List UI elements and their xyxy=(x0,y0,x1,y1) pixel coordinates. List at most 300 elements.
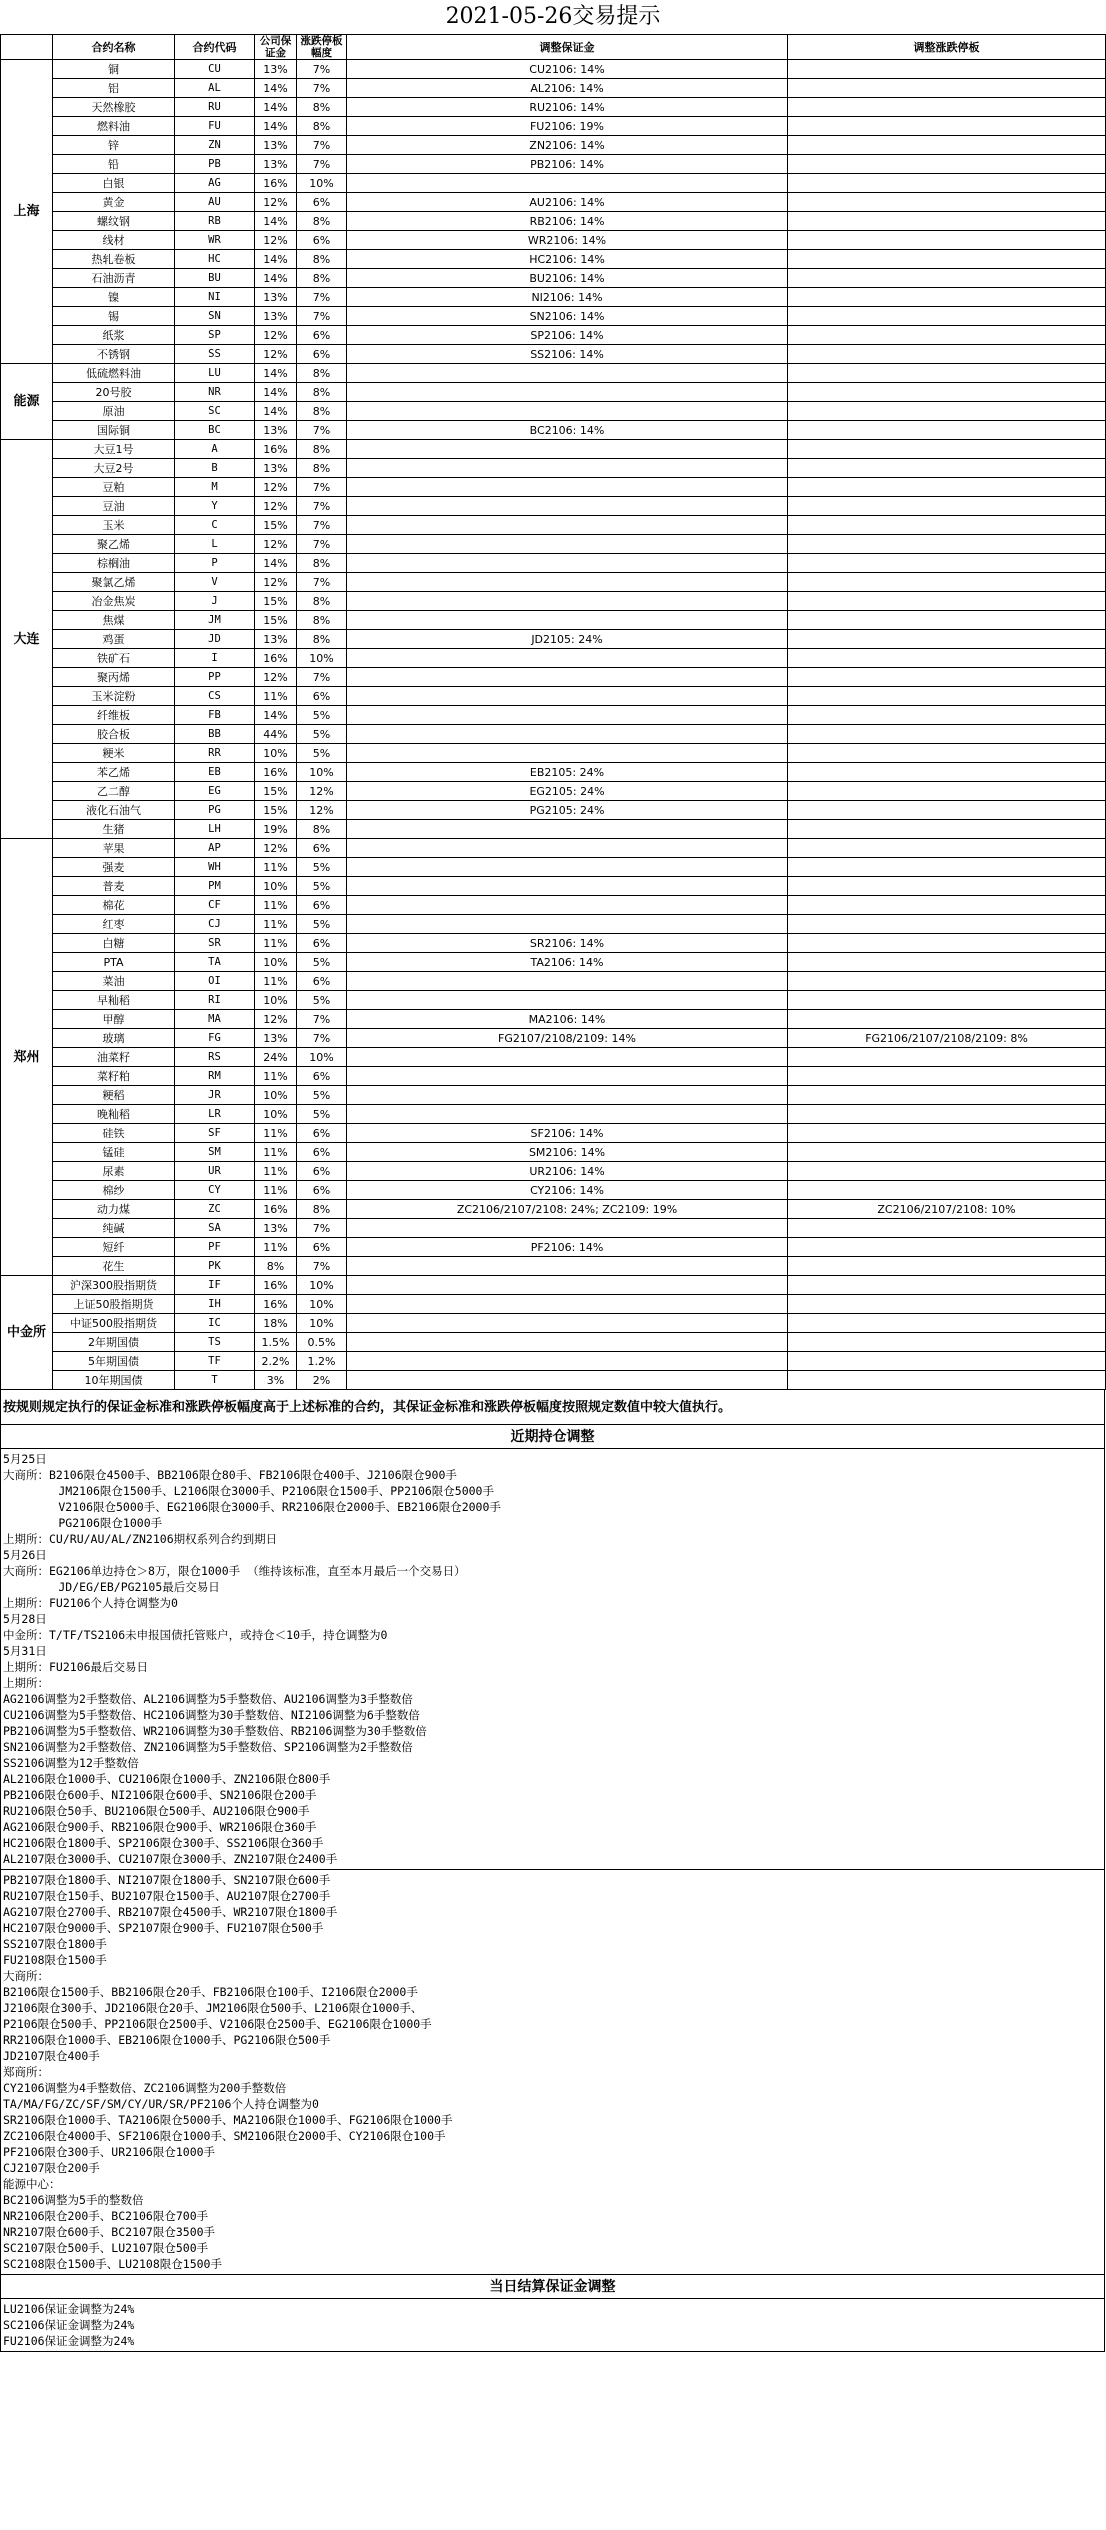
notice-line: CJ2107限仓200手 xyxy=(3,2161,100,2175)
table-row xyxy=(1,1371,1106,1390)
limit-range-cell: 8% xyxy=(297,1200,347,1219)
company-margin-cell: 13% xyxy=(255,307,297,326)
position-section-title: 近期持仓调整 xyxy=(0,1425,1105,1449)
notice-line: 上期所： xyxy=(3,1676,49,1690)
table-row xyxy=(1,687,1106,706)
table-row xyxy=(1,896,1106,915)
adjust-margin-cell xyxy=(347,839,788,858)
contract-code-cell: BC xyxy=(175,421,255,440)
adjust-margin-cell: AU2106: 14% xyxy=(347,193,788,212)
table-row xyxy=(1,820,1106,839)
adjust-margin-cell xyxy=(347,1371,788,1390)
header-adjust-margin: 调整保证金 xyxy=(347,35,788,60)
contract-code-cell: T xyxy=(175,1371,255,1390)
limit-range-cell: 7% xyxy=(297,60,347,79)
adjust-limit-cell xyxy=(788,1352,1106,1371)
notice-line: 5月31日 xyxy=(3,1644,47,1658)
contract-name-cell: 热轧卷板 xyxy=(53,250,175,269)
limit-range-cell: 6% xyxy=(297,896,347,915)
notice-line: PG2106限仓1000手 xyxy=(3,1516,163,1530)
adjust-margin-cell xyxy=(347,915,788,934)
limit-range-cell: 0.5% xyxy=(297,1333,347,1352)
contract-name-cell: 镍 xyxy=(53,288,175,307)
limit-range-cell: 8% xyxy=(297,269,347,288)
contract-name-cell: 石油沥青 xyxy=(53,269,175,288)
settlement-adjust-block xyxy=(0,2299,1105,2352)
adjust-margin-cell xyxy=(347,706,788,725)
notice-line: 大商所： xyxy=(3,1969,49,1983)
notice-line: 郑商所： xyxy=(3,2065,49,2079)
table-row xyxy=(1,60,1106,79)
exchange-group-label: 郑州 xyxy=(1,839,53,1276)
adjust-margin-cell xyxy=(347,972,788,991)
adjust-margin-cell xyxy=(347,1352,788,1371)
contract-code-cell: BB xyxy=(175,725,255,744)
limit-range-cell: 8% xyxy=(297,611,347,630)
limit-range-cell: 12% xyxy=(297,782,347,801)
table-row xyxy=(1,801,1106,820)
contract-code-cell: SP xyxy=(175,326,255,345)
table-row xyxy=(1,535,1106,554)
adjust-margin-cell xyxy=(347,1257,788,1276)
table-row xyxy=(1,459,1106,478)
contract-name-cell: 焦煤 xyxy=(53,611,175,630)
contract-name-cell: 乙二醇 xyxy=(53,782,175,801)
limit-range-cell: 5% xyxy=(297,1086,347,1105)
notice-line: 5月25日 xyxy=(3,1452,47,1466)
limit-range-cell: 6% xyxy=(297,972,347,991)
limit-range-cell: 5% xyxy=(297,706,347,725)
company-margin-cell: 19% xyxy=(255,820,297,839)
contract-code-cell: IF xyxy=(175,1276,255,1295)
limit-range-cell: 8% xyxy=(297,630,347,649)
notice-line: AL2106限仓1000手、CU2106限仓1000手、ZN2106限仓800手 xyxy=(3,1772,331,1786)
contract-code-cell: SR xyxy=(175,934,255,953)
adjust-margin-cell: RU2106: 14% xyxy=(347,98,788,117)
rule-note: 按规则规定执行的保证金标准和涨跌停板幅度高于上述标准的合约，其保证金标准和涨跌停板幅度按照规定数值中较大值执行。 xyxy=(0,1390,1105,1425)
table-header-row xyxy=(1,35,1106,60)
notice-line: SC2106保证金调整为24% xyxy=(3,2318,135,2332)
limit-range-cell: 8% xyxy=(297,592,347,611)
contract-name-cell: 红枣 xyxy=(53,915,175,934)
contract-code-cell: AU xyxy=(175,193,255,212)
adjust-margin-cell: UR2106: 14% xyxy=(347,1162,788,1181)
adjust-margin-cell xyxy=(347,1295,788,1314)
contract-code-cell: WH xyxy=(175,858,255,877)
limit-range-cell: 5% xyxy=(297,858,347,877)
contract-name-cell: 甲醇 xyxy=(53,1010,175,1029)
contract-name-cell: 铜 xyxy=(53,60,175,79)
adjust-margin-cell: SR2106: 14% xyxy=(347,934,788,953)
limit-range-cell: 8% xyxy=(297,117,347,136)
header-limit: 涨跌停板幅度 xyxy=(297,35,347,60)
company-margin-cell: 16% xyxy=(255,649,297,668)
company-margin-cell: 15% xyxy=(255,782,297,801)
contract-name-cell: 冶金焦炭 xyxy=(53,592,175,611)
contract-name-cell: 短纤 xyxy=(53,1238,175,1257)
limit-range-cell: 7% xyxy=(297,497,347,516)
adjust-limit-cell xyxy=(788,820,1106,839)
adjust-limit-cell xyxy=(788,972,1106,991)
limit-range-cell: 7% xyxy=(297,668,347,687)
table-row xyxy=(1,1162,1106,1181)
contract-code-cell: PG xyxy=(175,801,255,820)
adjust-limit-cell xyxy=(788,345,1106,364)
table-row xyxy=(1,1048,1106,1067)
limit-range-cell: 8% xyxy=(297,364,347,383)
notice-line: AL2107限仓3000手、CU2107限仓3000手、ZN2107限仓2400手 xyxy=(3,1852,338,1866)
notice-line: PF2106限仓300手、UR2106限仓1000手 xyxy=(3,2145,216,2159)
contract-name-cell: 棉花 xyxy=(53,896,175,915)
contract-code-cell: MA xyxy=(175,1010,255,1029)
contract-name-cell: 锡 xyxy=(53,307,175,326)
company-margin-cell: 14% xyxy=(255,706,297,725)
limit-range-cell: 6% xyxy=(297,1143,347,1162)
limit-range-cell: 7% xyxy=(297,1029,347,1048)
contract-code-cell: SF xyxy=(175,1124,255,1143)
company-margin-cell: 11% xyxy=(255,1067,297,1086)
adjust-margin-cell: EG2105: 24% xyxy=(347,782,788,801)
company-margin-cell: 44% xyxy=(255,725,297,744)
company-margin-cell: 14% xyxy=(255,250,297,269)
contract-name-cell: 大豆1号 xyxy=(53,440,175,459)
contract-code-cell: AP xyxy=(175,839,255,858)
limit-range-cell: 8% xyxy=(297,402,347,421)
table-row xyxy=(1,98,1106,117)
company-margin-cell: 13% xyxy=(255,1029,297,1048)
contract-name-cell: 国际铜 xyxy=(53,421,175,440)
company-margin-cell: 11% xyxy=(255,1124,297,1143)
limit-range-cell: 8% xyxy=(297,440,347,459)
notice-line: LU2106保证金调整为24% xyxy=(3,2302,135,2316)
adjust-margin-cell xyxy=(347,1048,788,1067)
limit-range-cell: 6% xyxy=(297,1238,347,1257)
adjust-limit-cell xyxy=(788,611,1106,630)
notice-line: BC2106调整为5手的整数倍 xyxy=(3,2193,144,2207)
contract-name-cell: 铅 xyxy=(53,155,175,174)
adjust-limit-cell xyxy=(788,1314,1106,1333)
adjust-margin-cell xyxy=(347,497,788,516)
company-margin-cell: 14% xyxy=(255,402,297,421)
contract-name-cell: 线材 xyxy=(53,231,175,250)
contract-code-cell: EG xyxy=(175,782,255,801)
margin-table xyxy=(0,34,1106,1390)
contract-code-cell: B xyxy=(175,459,255,478)
contract-code-cell: WR xyxy=(175,231,255,250)
adjust-margin-cell xyxy=(347,687,788,706)
limit-range-cell: 5% xyxy=(297,953,347,972)
table-row xyxy=(1,1352,1106,1371)
company-margin-cell: 14% xyxy=(255,79,297,98)
company-margin-cell: 11% xyxy=(255,1238,297,1257)
exchange-group-label: 能源 xyxy=(1,364,53,440)
limit-range-cell: 6% xyxy=(297,193,347,212)
company-margin-cell: 10% xyxy=(255,744,297,763)
contract-code-cell: CU xyxy=(175,60,255,79)
exchange-group-label: 上海 xyxy=(1,60,53,364)
table-row xyxy=(1,630,1106,649)
company-margin-cell: 16% xyxy=(255,1276,297,1295)
contract-code-cell: RM xyxy=(175,1067,255,1086)
table-row xyxy=(1,155,1106,174)
limit-range-cell: 7% xyxy=(297,516,347,535)
notice-line: V2106限仓5000手、EG2106限仓3000手、RR2106限仓2000手、EB2106限仓2000手 xyxy=(3,1500,501,1514)
contract-code-cell: IH xyxy=(175,1295,255,1314)
header-margin: 公司保证金 xyxy=(255,35,297,60)
limit-range-cell: 7% xyxy=(297,478,347,497)
adjust-limit-cell xyxy=(788,459,1106,478)
adjust-limit-cell: FG2106/2107/2108/2109: 8% xyxy=(788,1029,1106,1048)
adjust-limit-cell xyxy=(788,326,1106,345)
company-margin-cell: 14% xyxy=(255,383,297,402)
contract-code-cell: SM xyxy=(175,1143,255,1162)
notice-line: 能源中心： xyxy=(3,2177,61,2191)
contract-code-cell: TF xyxy=(175,1352,255,1371)
contract-code-cell: NR xyxy=(175,383,255,402)
table-row xyxy=(1,1067,1106,1086)
company-margin-cell: 14% xyxy=(255,117,297,136)
adjust-limit-cell xyxy=(788,934,1106,953)
limit-range-cell: 10% xyxy=(297,1048,347,1067)
table-row xyxy=(1,1333,1106,1352)
table-row xyxy=(1,1124,1106,1143)
table-row xyxy=(1,1010,1106,1029)
company-margin-cell: 15% xyxy=(255,801,297,820)
company-margin-cell: 10% xyxy=(255,1105,297,1124)
contract-name-cell: 油菜籽 xyxy=(53,1048,175,1067)
contract-name-cell: 玉米淀粉 xyxy=(53,687,175,706)
adjust-limit-cell xyxy=(788,1371,1106,1390)
table-row xyxy=(1,421,1106,440)
adjust-margin-cell: AL2106: 14% xyxy=(347,79,788,98)
contract-code-cell: LR xyxy=(175,1105,255,1124)
adjust-margin-cell xyxy=(347,1333,788,1352)
adjust-margin-cell xyxy=(347,364,788,383)
adjust-limit-cell xyxy=(788,212,1106,231)
adjust-margin-cell xyxy=(347,668,788,687)
notice-line: 大商所：B2106限仓4500手、BB2106限仓80手、FB2106限仓400手、J2106限仓900手 xyxy=(3,1468,457,1482)
adjust-limit-cell xyxy=(788,79,1106,98)
adjust-limit-cell xyxy=(788,763,1106,782)
adjust-margin-cell xyxy=(347,1067,788,1086)
contract-code-cell: L xyxy=(175,535,255,554)
contract-code-cell: JR xyxy=(175,1086,255,1105)
adjust-limit-cell xyxy=(788,174,1106,193)
table-row xyxy=(1,79,1106,98)
adjust-limit-cell xyxy=(788,136,1106,155)
table-row xyxy=(1,782,1106,801)
adjust-margin-cell: PB2106: 14% xyxy=(347,155,788,174)
adjust-limit-cell xyxy=(788,1295,1106,1314)
adjust-margin-cell: SS2106: 14% xyxy=(347,345,788,364)
table-row xyxy=(1,839,1106,858)
adjust-margin-cell xyxy=(347,1314,788,1333)
notice-line: JD2107限仓400手 xyxy=(3,2049,100,2063)
adjust-limit-cell xyxy=(788,1086,1106,1105)
table-row xyxy=(1,478,1106,497)
contract-code-cell: M xyxy=(175,478,255,497)
adjust-margin-cell: HC2106: 14% xyxy=(347,250,788,269)
limit-range-cell: 7% xyxy=(297,136,347,155)
company-margin-cell: 13% xyxy=(255,288,297,307)
contract-code-cell: J xyxy=(175,592,255,611)
limit-range-cell: 7% xyxy=(297,1219,347,1238)
adjust-margin-cell xyxy=(347,573,788,592)
adjust-limit-cell xyxy=(788,896,1106,915)
company-margin-cell: 10% xyxy=(255,991,297,1010)
limit-range-cell: 5% xyxy=(297,725,347,744)
adjust-margin-cell: SP2106: 14% xyxy=(347,326,788,345)
table-row xyxy=(1,877,1106,896)
table-row xyxy=(1,1143,1106,1162)
limit-range-cell: 5% xyxy=(297,877,347,896)
adjust-limit-cell xyxy=(788,421,1106,440)
limit-range-cell: 8% xyxy=(297,459,347,478)
adjust-margin-cell xyxy=(347,744,788,763)
notice-line: NR2106限仓200手、BC2106限仓700手 xyxy=(3,2209,209,2223)
contract-name-cell: 天然橡胶 xyxy=(53,98,175,117)
adjust-limit-cell xyxy=(788,1010,1106,1029)
table-row xyxy=(1,326,1106,345)
table-row xyxy=(1,193,1106,212)
table-row xyxy=(1,763,1106,782)
table-row xyxy=(1,972,1106,991)
header-exchange xyxy=(1,35,53,60)
contract-name-cell: 棕榈油 xyxy=(53,554,175,573)
company-margin-cell: 16% xyxy=(255,1200,297,1219)
limit-range-cell: 8% xyxy=(297,250,347,269)
exchange-group-label: 中金所 xyxy=(1,1276,53,1390)
company-margin-cell: 1.5% xyxy=(255,1333,297,1352)
company-margin-cell: 11% xyxy=(255,1143,297,1162)
table-row xyxy=(1,725,1106,744)
contract-code-cell: SC xyxy=(175,402,255,421)
adjust-limit-cell xyxy=(788,725,1106,744)
table-row xyxy=(1,1105,1106,1124)
contract-code-cell: LU xyxy=(175,364,255,383)
contract-name-cell: 锌 xyxy=(53,136,175,155)
contract-name-cell: 不锈钢 xyxy=(53,345,175,364)
contract-name-cell: 燃料油 xyxy=(53,117,175,136)
adjust-limit-cell xyxy=(788,801,1106,820)
limit-range-cell: 6% xyxy=(297,1181,347,1200)
contract-code-cell: AG xyxy=(175,174,255,193)
header-adjust-limit: 调整涨跌停板 xyxy=(788,35,1106,60)
contract-name-cell: 硅铁 xyxy=(53,1124,175,1143)
notice-line: TA/MA/FG/ZC/SF/SM/CY/UR/SR/PF2106个人持仓调整为0 xyxy=(3,2097,319,2111)
company-margin-cell: 14% xyxy=(255,554,297,573)
adjust-limit-cell xyxy=(788,60,1106,79)
contract-code-cell: TA xyxy=(175,953,255,972)
limit-range-cell: 10% xyxy=(297,1314,347,1333)
contract-code-cell: PM xyxy=(175,877,255,896)
adjust-margin-cell: MA2106: 14% xyxy=(347,1010,788,1029)
contract-name-cell: 原油 xyxy=(53,402,175,421)
contract-code-cell: ZN xyxy=(175,136,255,155)
header-code: 合约代码 xyxy=(175,35,255,60)
contract-code-cell: C xyxy=(175,516,255,535)
limit-range-cell: 10% xyxy=(297,1276,347,1295)
limit-range-cell: 8% xyxy=(297,98,347,117)
adjust-margin-cell xyxy=(347,1219,788,1238)
adjust-limit-cell xyxy=(788,687,1106,706)
adjust-margin-cell xyxy=(347,516,788,535)
limit-range-cell: 12% xyxy=(297,801,347,820)
company-margin-cell: 24% xyxy=(255,1048,297,1067)
company-margin-cell: 14% xyxy=(255,212,297,231)
notice-line: RU2107限仓150手、BU2107限仓1500手、AU2107限仓2700手 xyxy=(3,1889,331,1903)
adjust-margin-cell: NI2106: 14% xyxy=(347,288,788,307)
contract-code-cell: PK xyxy=(175,1257,255,1276)
adjust-margin-cell: BU2106: 14% xyxy=(347,269,788,288)
adjust-margin-cell xyxy=(347,535,788,554)
adjust-limit-cell xyxy=(788,98,1106,117)
table-row xyxy=(1,934,1106,953)
adjust-margin-cell xyxy=(347,1105,788,1124)
contract-name-cell: 中证500股指期货 xyxy=(53,1314,175,1333)
page-title: 2021-05-26交易提示 xyxy=(445,4,661,29)
adjust-margin-cell xyxy=(347,554,788,573)
limit-range-cell: 6% xyxy=(297,934,347,953)
notice-line: JM2106限仓1500手、L2106限仓3000手、P2106限仓1500手、PP2106限仓5000手 xyxy=(3,1484,494,1498)
contract-name-cell: 纤维板 xyxy=(53,706,175,725)
contract-code-cell: JD xyxy=(175,630,255,649)
adjust-limit-cell xyxy=(788,383,1106,402)
limit-range-cell: 10% xyxy=(297,174,347,193)
adjust-margin-cell xyxy=(347,174,788,193)
company-margin-cell: 13% xyxy=(255,630,297,649)
contract-name-cell: 花生 xyxy=(53,1257,175,1276)
limit-range-cell: 6% xyxy=(297,326,347,345)
table-row xyxy=(1,136,1106,155)
company-margin-cell: 10% xyxy=(255,877,297,896)
company-margin-cell: 13% xyxy=(255,459,297,478)
notice-line: HC2106限仓1800手、SP2106限仓300手、SS2106限仓360手 xyxy=(3,1836,324,1850)
company-margin-cell: 13% xyxy=(255,1219,297,1238)
adjust-limit-cell xyxy=(788,516,1106,535)
limit-range-cell: 6% xyxy=(297,345,347,364)
adjust-margin-cell xyxy=(347,725,788,744)
contract-name-cell: 聚乙烯 xyxy=(53,535,175,554)
limit-range-cell: 6% xyxy=(297,1162,347,1181)
adjust-limit-cell xyxy=(788,193,1106,212)
limit-range-cell: 6% xyxy=(297,839,347,858)
contract-name-cell: 纸浆 xyxy=(53,326,175,345)
contract-code-cell: PF xyxy=(175,1238,255,1257)
limit-range-cell: 5% xyxy=(297,991,347,1010)
notice-line: SS2107限仓1800手 xyxy=(3,1937,107,1951)
adjust-limit-cell xyxy=(788,1067,1106,1086)
table-row xyxy=(1,174,1106,193)
contract-name-cell: 菜籽粕 xyxy=(53,1067,175,1086)
position-adjust-block-2 xyxy=(0,1870,1105,2275)
contract-name-cell: 早籼稻 xyxy=(53,991,175,1010)
contract-name-cell: 锰硅 xyxy=(53,1143,175,1162)
notice-line: 上期所：FU2106最后交易日 xyxy=(3,1660,149,1674)
adjust-limit-cell xyxy=(788,535,1106,554)
company-margin-cell: 11% xyxy=(255,896,297,915)
table-row xyxy=(1,345,1106,364)
contract-code-cell: ZC xyxy=(175,1200,255,1219)
table-row xyxy=(1,706,1106,725)
contract-name-cell: 聚丙烯 xyxy=(53,668,175,687)
adjust-margin-cell: ZC2106/2107/2108: 24%; ZC2109: 19% xyxy=(347,1200,788,1219)
company-margin-cell: 11% xyxy=(255,972,297,991)
contract-name-cell: 2年期国债 xyxy=(53,1333,175,1352)
company-margin-cell: 13% xyxy=(255,60,297,79)
limit-range-cell: 7% xyxy=(297,1010,347,1029)
company-margin-cell: 11% xyxy=(255,1162,297,1181)
